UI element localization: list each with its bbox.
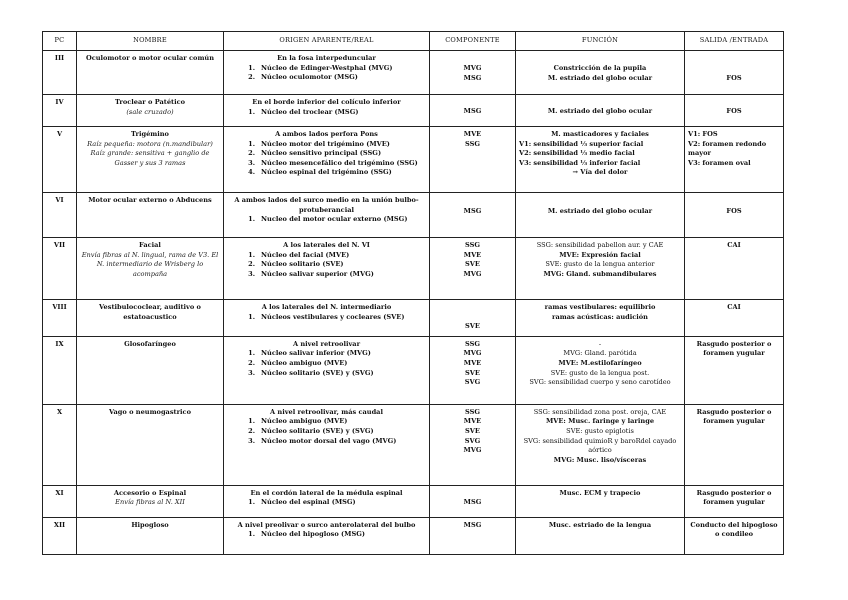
component-cell bbox=[430, 51, 516, 95]
exit-cell bbox=[685, 300, 784, 337]
function-line: SVG: sensibilidad cuerpo y seno carotídeo bbox=[529, 378, 671, 387]
origin-nucleus-number: 2. bbox=[248, 260, 255, 269]
origin-nucleus-number: 1. bbox=[248, 139, 255, 148]
origin-nucleus-number: 1. bbox=[248, 498, 255, 507]
component-label: MVE bbox=[463, 358, 482, 367]
exit-route: Rasgudo posterior o foramen yugular bbox=[696, 488, 772, 507]
exit-cell bbox=[685, 517, 784, 554]
origin-nucleus-number: 1. bbox=[248, 107, 255, 116]
exit-route: FOS bbox=[726, 107, 742, 115]
function-line: Musc. estriado de la lengua bbox=[548, 520, 652, 529]
nerve-name-cell bbox=[77, 336, 224, 404]
origin-cell bbox=[224, 517, 430, 554]
nerve-name-cell bbox=[77, 517, 224, 554]
component-label: MVG bbox=[463, 64, 482, 72]
nerve-name: Troclear o Patético bbox=[114, 98, 185, 106]
origin-nucleus bbox=[227, 108, 426, 118]
component-label: SSG bbox=[464, 139, 480, 148]
origin-nucleus-number: 1. bbox=[248, 530, 255, 539]
origin-cell bbox=[224, 193, 430, 238]
component-label: MVE bbox=[463, 417, 482, 426]
origin-cell bbox=[224, 404, 430, 485]
component-cell bbox=[430, 517, 516, 554]
nerve-number: III bbox=[43, 51, 77, 95]
origin-nucleus-text: Núcleo oculomotor (MSG) bbox=[261, 73, 358, 82]
table-row bbox=[43, 238, 784, 300]
nerve-name: Hipogloso bbox=[131, 520, 169, 529]
component-label: SSG bbox=[464, 241, 480, 249]
nerve-number: XII bbox=[43, 517, 77, 554]
exit-cell bbox=[685, 127, 784, 193]
origin-intro: En el cordón lateral de la médula espinal bbox=[250, 488, 403, 497]
origin-nucleus-number: 2. bbox=[248, 426, 255, 435]
function-cell bbox=[516, 95, 685, 127]
function-line: → Vía del dolor bbox=[572, 168, 628, 177]
component-cell bbox=[430, 238, 516, 300]
table-row bbox=[43, 193, 784, 238]
function-line: SVE: gusto de la lengua post. bbox=[550, 368, 650, 377]
exit-route: Conducto del hipogloso o condileo bbox=[690, 520, 778, 539]
origin-nucleus-number: 1. bbox=[248, 63, 255, 72]
function-line: M. masticadores y faciales bbox=[551, 130, 649, 138]
function-line: V1: sensibilidad ⅓ superior facial bbox=[519, 139, 644, 148]
header-funcion: FUNCIÓN bbox=[516, 32, 685, 51]
origin-nucleus-number: 2. bbox=[248, 358, 255, 367]
nerve-name: Motor ocular externo o Abducens bbox=[88, 196, 212, 204]
table-row bbox=[43, 404, 784, 485]
origin-nucleus-text: Núcleo solitario (SVE) y (SVG) bbox=[261, 368, 374, 377]
table-row bbox=[43, 95, 784, 127]
exit-cell bbox=[685, 404, 784, 485]
origin-nucleus bbox=[227, 417, 426, 427]
component-label: MSG bbox=[463, 73, 482, 82]
origin-cell bbox=[224, 336, 430, 404]
function-line: MVG: Gland. parótida bbox=[563, 349, 637, 358]
function-line: MVG: Gland. submandibulares bbox=[543, 269, 657, 278]
function-line: SVE: gusto epiglotis bbox=[566, 426, 634, 435]
function-cell bbox=[516, 193, 685, 238]
nerve-name: Facial bbox=[139, 241, 161, 249]
exit-route: V2: foramen redondo mayor bbox=[688, 139, 767, 158]
origin-nucleus bbox=[227, 349, 426, 359]
header-row bbox=[43, 32, 784, 51]
nerve-name: Glosofaríngeo bbox=[124, 339, 176, 348]
function-line: MVE: Expresión facial bbox=[559, 250, 641, 259]
exit-route: CAI bbox=[727, 241, 741, 249]
nerve-name: Vago o neumogastrico bbox=[109, 407, 191, 416]
exit-cell bbox=[685, 238, 784, 300]
header-pc: PC bbox=[43, 32, 77, 51]
origin-nucleus-text: Núcleo motor dorsal del vago (MVG) bbox=[261, 436, 397, 445]
nerve-name-cell bbox=[77, 485, 224, 517]
function-line: MVE: Musc. faringe y laringe bbox=[545, 417, 655, 426]
nerve-number: X bbox=[43, 404, 77, 485]
origin-intro: A ambos lados perfora Pons bbox=[275, 130, 378, 138]
nerve-number: V bbox=[43, 127, 77, 193]
component-label: SVG bbox=[464, 436, 481, 445]
exit-cell bbox=[685, 485, 784, 517]
origin-intro: En la fosa interpeduncular bbox=[277, 54, 376, 62]
function-line: M. estriado del globo ocular bbox=[547, 207, 653, 215]
cranial-nerves-table bbox=[42, 31, 784, 555]
origin-nucleus-number: 4. bbox=[248, 168, 255, 177]
origin-nucleus-text: Núcleos vestibulares y cocleares (SVE) bbox=[261, 312, 405, 321]
nerve-name-cell bbox=[77, 404, 224, 485]
component-cell bbox=[430, 193, 516, 238]
origin-nucleus bbox=[227, 427, 426, 437]
function-line: MVG: Musc. liso/vísceras bbox=[553, 455, 647, 464]
origin-cell bbox=[224, 127, 430, 193]
origin-nucleus-text: Nucleo del motor ocular externo (MSG) bbox=[261, 215, 408, 224]
origin-intro: A nivel retroolivar bbox=[292, 339, 361, 348]
function-cell bbox=[516, 300, 685, 337]
nerve-number: IX bbox=[43, 336, 77, 404]
nerve-name: Trigémino bbox=[131, 130, 169, 138]
component-label: MVG bbox=[463, 269, 482, 278]
function-line: SVG: sensibilidad quimioR y baroRdel cayado aórtico bbox=[523, 436, 677, 455]
function-line: M. estriado del globo ocular bbox=[547, 73, 653, 82]
nerve-name-cell bbox=[77, 51, 224, 95]
function-cell bbox=[516, 336, 685, 404]
origin-nucleus-number: 3. bbox=[248, 269, 255, 278]
component-label: SVE bbox=[465, 426, 480, 435]
nerve-name-cell bbox=[77, 300, 224, 337]
nerve-name-cell bbox=[77, 238, 224, 300]
origin-nucleus bbox=[227, 64, 426, 74]
origin-nucleus bbox=[227, 369, 426, 379]
origin-intro: En el borde inferior del colículo inferior bbox=[252, 98, 401, 106]
origin-nucleus-text: Núcleo del facial (MVE) bbox=[261, 250, 350, 259]
origin-cell bbox=[224, 485, 430, 517]
component-cell bbox=[430, 404, 516, 485]
origin-nucleus-text: Núcleo mesencefálico del trigémino (SSG) bbox=[261, 158, 418, 167]
origin-nucleus-number: 1. bbox=[248, 349, 255, 358]
exit-route: CAI bbox=[727, 303, 741, 311]
exit-cell bbox=[685, 193, 784, 238]
nerve-number: VII bbox=[43, 238, 77, 300]
origin-nucleus bbox=[227, 168, 426, 178]
component-label: MSG bbox=[463, 520, 482, 529]
origin-nucleus bbox=[227, 73, 426, 83]
nerve-name-cell bbox=[77, 193, 224, 238]
component-label: MVE bbox=[463, 130, 482, 138]
nerve-name-cell bbox=[77, 95, 224, 127]
origin-nucleus-number: 3. bbox=[248, 158, 255, 167]
table-row bbox=[43, 485, 784, 517]
function-cell bbox=[516, 404, 685, 485]
origin-nucleus-number: 2. bbox=[248, 73, 255, 82]
component-label: MVE bbox=[463, 250, 482, 259]
origin-nucleus bbox=[227, 140, 426, 150]
component-label: MVG bbox=[463, 446, 482, 455]
origin-nucleus-text: Núcleo motor del trigémino (MVE) bbox=[261, 139, 390, 148]
function-line: - bbox=[598, 339, 602, 348]
header-nombre: NOMBRE bbox=[77, 32, 224, 51]
origin-nucleus-text: Núcleo de Edinger-Westphal (MVG) bbox=[261, 63, 393, 72]
function-line: SVE: gusto de la lengua anterior bbox=[545, 260, 655, 269]
origin-nucleus bbox=[227, 270, 426, 280]
header-salida: SALIDA /ENTRADA bbox=[685, 32, 784, 51]
component-cell bbox=[430, 336, 516, 404]
origin-nucleus-text: Núcleo espinal del trigémino (SSG) bbox=[261, 168, 392, 177]
function-cell bbox=[516, 485, 685, 517]
origin-nucleus-text: Núcleo ambiguo (MVE) bbox=[261, 358, 348, 367]
origin-nucleus-number: 3. bbox=[248, 368, 255, 377]
cranial-nerves-document bbox=[42, 31, 783, 555]
function-line: SSG: sensibilidad pabellon aur. y CAE bbox=[536, 241, 664, 249]
origin-intro: A nivel retroolivar, más caudal bbox=[270, 407, 383, 416]
origin-cell bbox=[224, 238, 430, 300]
origin-nucleus-number: 1. bbox=[248, 312, 255, 321]
function-line: ramas vestibulares: equilibrio bbox=[544, 303, 656, 311]
origin-nucleus-text: Núcleo del hipogloso (MSG) bbox=[261, 530, 365, 539]
origin-nucleus bbox=[227, 359, 426, 369]
origin-cell bbox=[224, 95, 430, 127]
origin-nucleus bbox=[227, 313, 426, 323]
origin-cell bbox=[224, 300, 430, 337]
origin-nucleus-text: Núcleo sensitivo principal (SSG) bbox=[261, 149, 382, 158]
component-label: SSG bbox=[464, 407, 480, 416]
component-label: MVG bbox=[463, 349, 482, 358]
origin-nucleus-text: Núcleo salivar superior (MVG) bbox=[261, 269, 374, 278]
header-origen: ORIGEN APARENTE/REAL bbox=[224, 32, 430, 51]
component-label: MSG bbox=[463, 497, 482, 506]
origin-intro: A ambos lados del surco medio en la unión bulbo-protuberancial bbox=[234, 196, 419, 214]
function-line: Constricción de la pupila bbox=[553, 64, 647, 72]
component-label: SVE bbox=[465, 368, 480, 377]
origin-nucleus bbox=[227, 498, 426, 508]
function-cell bbox=[516, 517, 685, 554]
nerve-name: Accesorio o Espinal bbox=[113, 488, 187, 497]
table-row bbox=[43, 336, 784, 404]
exit-route: V3: foramen oval bbox=[688, 158, 751, 167]
nerve-name: Vestibulococlear, auditivo o estatoacustico bbox=[99, 303, 201, 321]
origin-nucleus-number: 1. bbox=[248, 250, 255, 259]
exit-cell bbox=[685, 51, 784, 95]
exit-route: FOS bbox=[726, 74, 742, 82]
function-line: SSG: sensibilidad zona post. oreja, CAE bbox=[533, 407, 667, 416]
nerve-name: Oculomotor o motor ocular común bbox=[85, 54, 215, 62]
origin-nucleus-text: Núcleo solitario (SVE) y (SVG) bbox=[261, 426, 374, 435]
component-label: SVE bbox=[465, 322, 480, 331]
table-body bbox=[43, 51, 784, 555]
table-row bbox=[43, 300, 784, 337]
origin-nucleus-text: Núcleo ambiguo (MVE) bbox=[261, 417, 348, 426]
nerve-number: IV bbox=[43, 95, 77, 127]
component-cell bbox=[430, 485, 516, 517]
origin-nucleus bbox=[227, 251, 426, 261]
exit-cell bbox=[685, 95, 784, 127]
exit-route: V1: FOS bbox=[688, 130, 718, 138]
header-componente: COMPONENTE bbox=[430, 32, 516, 51]
table-row bbox=[43, 127, 784, 193]
component-cell bbox=[430, 300, 516, 337]
origin-nucleus-number: 1. bbox=[248, 417, 255, 426]
function-line: MVE: M.estilofaríngeo bbox=[558, 358, 642, 367]
origin-nucleus bbox=[227, 260, 426, 270]
nerve-name-cell bbox=[77, 127, 224, 193]
function-line: M. estriado del globo ocular bbox=[547, 107, 653, 115]
origin-nucleus-number: 3. bbox=[248, 436, 255, 445]
function-cell bbox=[516, 51, 685, 95]
component-cell bbox=[430, 127, 516, 193]
origin-cell bbox=[224, 51, 430, 95]
nerve-name-note: (sale cruzado) bbox=[126, 107, 174, 116]
component-label: SSG bbox=[464, 339, 480, 348]
exit-route: Rasgudo posterior o foramen yugular bbox=[696, 407, 772, 426]
nerve-name-note: Envía fibras al N. XII bbox=[115, 498, 185, 507]
exit-cell bbox=[685, 336, 784, 404]
component-cell bbox=[430, 95, 516, 127]
exit-route: Rasgudo posterior o foramen yugular bbox=[696, 339, 772, 358]
origin-nucleus-number: 1. bbox=[248, 215, 255, 224]
nerve-number: VIII bbox=[43, 300, 77, 337]
component-label: MSG bbox=[463, 107, 482, 115]
origin-nucleus-text: Núcleo solitario (SVE) bbox=[261, 260, 344, 269]
nerve-name-note: Raíz pequeña: motora (n.mandibular) Raíz grande: sensitiva + ganglio de Gasser y sus 3 ramas bbox=[87, 139, 213, 167]
origin-nucleus-text: Núcleo del espinal (MSG) bbox=[261, 498, 356, 507]
function-line: Musc. ECM y trapecio bbox=[559, 488, 641, 497]
origin-nucleus bbox=[227, 215, 426, 225]
component-label: SVG bbox=[464, 378, 481, 387]
nerve-number: XI bbox=[43, 485, 77, 517]
origin-nucleus bbox=[227, 437, 426, 447]
function-line: V2: sensibilidad ⅓ medio facial bbox=[519, 149, 635, 158]
origin-nucleus bbox=[227, 159, 426, 169]
origin-intro: A los laterales del N. VI bbox=[283, 241, 370, 249]
origin-nucleus-text: Núcleo del troclear (MSG) bbox=[261, 107, 359, 116]
table-row bbox=[43, 51, 784, 95]
origin-intro: A nivel preolivar o surco anterolateral del bulbo bbox=[237, 520, 416, 529]
origin-intro: A los laterales del N. intermediario bbox=[261, 303, 392, 311]
nerve-number: VI bbox=[43, 193, 77, 238]
table-row bbox=[43, 517, 784, 554]
exit-route: FOS bbox=[726, 207, 742, 215]
nerve-name-note: Envía fibras al N. lingual, rama de V3. El N. intermediario de Wrisberg lo acompaña bbox=[81, 250, 219, 278]
origin-nucleus-number: 2. bbox=[248, 149, 255, 158]
origin-nucleus bbox=[227, 530, 426, 540]
origin-nucleus bbox=[227, 149, 426, 159]
function-line: ramas acústicas: audición bbox=[552, 312, 648, 321]
function-cell bbox=[516, 238, 685, 300]
component-label: SVE bbox=[465, 260, 480, 269]
component-label: MSG bbox=[463, 207, 482, 215]
function-cell bbox=[516, 127, 685, 193]
origin-nucleus-text: Núcleo salivar inferior (MVG) bbox=[261, 349, 371, 358]
function-line: V3: sensibilidad ⅓ inferior facial bbox=[519, 158, 641, 167]
